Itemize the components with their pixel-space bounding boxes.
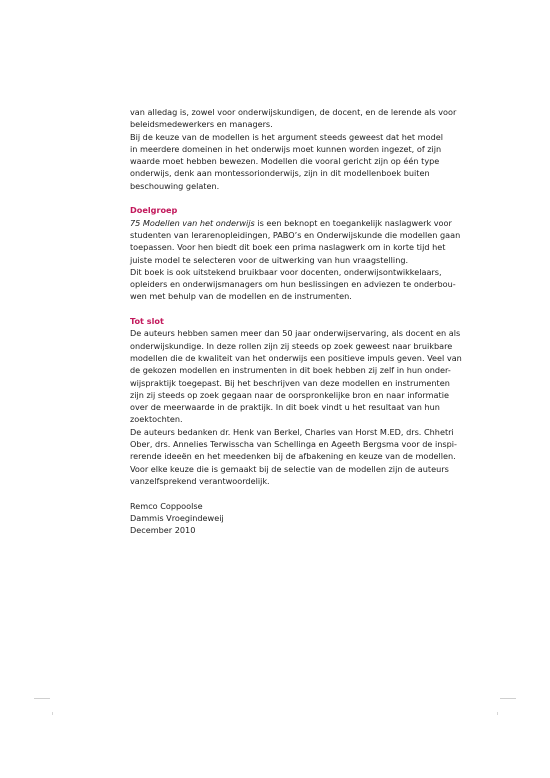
page-body: [130, 106, 460, 536]
signature-date: December 2010: [130, 525, 196, 536]
tot-slot-section: [130, 315, 460, 487]
text-line: beschouwing gelaten.: [130, 180, 220, 191]
text-line: De auteurs bedanken dr. Henk van Berkel, Charles van Horst M.ED, drs. Chhetri: [130, 426, 454, 437]
text-line: onderwijs, denk aan montessorionderwijs, zijn in dit modellenboek buiten: [130, 168, 430, 179]
text-line-rest: is een beknopt en toegankelijk naslagwerk voor: [254, 217, 452, 228]
text-line: opleiders en onderwijsmanagers om hun beslissingen en adviezen te onderbou-: [130, 279, 456, 290]
paragraph-spacer: [130, 303, 460, 315]
text-line: juiste model te selecteren voor de uitwerking van hun vraagstelling.: [130, 254, 409, 265]
doelgroep-section: [130, 204, 460, 302]
text-line: [130, 217, 460, 229]
text-line: zijn zij steeds op zoek gegaan naar de oorspronkelijke bron en naar informatie: [130, 389, 449, 400]
intro-paragraph: [130, 106, 460, 192]
signature-block: [130, 500, 460, 537]
trim-tick-left: [52, 712, 53, 715]
text-line: Voor elke keuze die is gemaakt bij de selectie van de modellen zijn de auteurs: [130, 463, 449, 474]
paragraph-spacer: [130, 487, 460, 499]
text-line: waarde moet hebben bewezen. Modellen die vooral gericht zijn op één type: [130, 156, 440, 167]
text-line: rerende ideeën en het meedenken bij de afbakening en keuze van de modellen.: [130, 451, 456, 462]
text-line: Bij de keuze van de modellen is het argument steeds geweest dat het model: [130, 131, 443, 142]
text-line: modellen die de kwaliteit van het onderwijs een positieve impuls geven. Veel van: [130, 352, 462, 363]
text-line: beleidsmedewerkers en managers.: [130, 119, 273, 130]
text-line: wijspraktijk toegepast. Bij het beschrijven van deze modellen en instrumenten: [130, 377, 450, 388]
text-line: over de meerwaarde in de praktijk. In dit boek vindt u het resultaat van hun: [130, 402, 440, 413]
text-line: De auteurs hebben samen meer dan 50 jaar onderwijservaring, als docent en als: [130, 328, 461, 339]
crop-mark-left: [34, 698, 50, 699]
book-title: 75 Modellen van het onderwijs: [130, 217, 255, 228]
section-heading-doelgroep: Doelgroep: [130, 205, 178, 216]
text-line: de gekozen modellen en instrumenten in dit boek hebben zij zelf in hun onder-: [130, 365, 451, 376]
text-line: in meerdere domeinen in het onderwijs moet kunnen worden ingezet, of zijn: [130, 143, 442, 154]
text-line: toepassen. Voor hen biedt dit boek een prima naslagwerk om in korte tijd het: [130, 242, 446, 253]
crop-mark-right: [500, 698, 516, 699]
text-line: Dit boek is ook uitstekend bruikbaar voor docenten, onderwijsontwikkelaars,: [130, 266, 442, 277]
paragraph-spacer: [130, 192, 460, 204]
text-line: studenten van lerarenopleidingen, PABO’s en Onderwijskunde die modellen gaan: [130, 229, 461, 240]
text-line: vanzelfsprekend verantwoordelijk.: [130, 475, 270, 486]
text-line: onderwijskundige. In deze rollen zijn zij steeds op zoek geweest naar bruikbare: [130, 340, 453, 351]
text-line: van alledag is, zowel voor onderwijskundigen, de docent, en de lerende als voor: [130, 107, 457, 117]
author-name: Dammis Vroegindeweij: [130, 512, 224, 523]
text-line: wen met behulp van de modellen en de instrumenten.: [130, 291, 352, 302]
text-line: zoektochten.: [130, 414, 183, 425]
section-heading-tot-slot: Tot slot: [130, 316, 164, 327]
author-name: Remco Coppoolse: [130, 500, 203, 511]
text-line: Ober, drs. Annelies Terwisscha van Schellinga en Ageeth Bergsma voor de inspi-: [130, 439, 457, 450]
trim-tick-right: [497, 712, 498, 715]
